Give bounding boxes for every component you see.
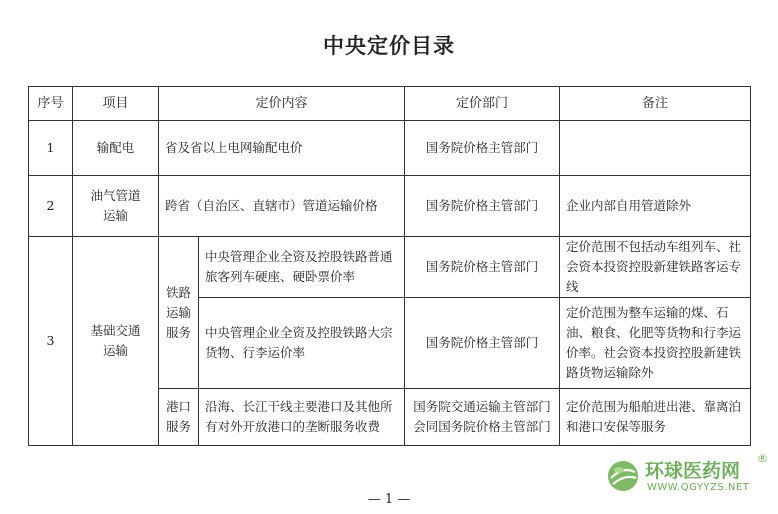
row-remarks [560, 121, 751, 176]
row-seq: 2 [29, 176, 73, 237]
header-remarks: 备注 [560, 87, 751, 121]
watermark-url: WWW.QGYYZS.NET [647, 482, 750, 493]
watermark [605, 452, 773, 500]
table-row [29, 237, 751, 298]
row-content: 跨省（自治区、直辖市）管道运输价格 [159, 176, 405, 237]
page-number: — 1 — [367, 492, 411, 507]
table-header-row [29, 87, 751, 121]
sub-category: 铁路运输服务 [159, 237, 199, 389]
row-item: 油气管道运输 [73, 176, 159, 237]
table-row [29, 176, 751, 237]
row-content: 中央管理企业全资及控股铁路普通旅客列车硬座、硬卧票价率 [199, 237, 405, 298]
row-department: 国务院价格主管部门 [405, 176, 560, 237]
globe-leaf-logo-icon [605, 458, 641, 494]
row-remarks: 定价范围为整车运输的煤、石油、粮食、化肥等货物和行李运价率。社会资本投资控股新建铁路货物运输除外 [560, 298, 751, 389]
row-seq: 1 [29, 121, 73, 176]
watermark-name: 环球医药网 [645, 460, 741, 482]
row-remarks: 定价范围不包括动车组列车、社会资本投资控股新建铁路客运专线 [560, 237, 751, 298]
document-title: 中央定价目录 [323, 34, 455, 58]
registered-mark: ® [757, 452, 768, 465]
row-department: 国务院价格主管部门 [405, 237, 560, 298]
row-item: 输配电 [73, 121, 159, 176]
sub-category: 港口服务 [159, 389, 199, 446]
header-item: 项目 [73, 87, 159, 121]
row-department: 国务院交通运输主管部门会同国务院价格主管部门 [405, 389, 560, 446]
row-remarks: 企业内部自用管道除外 [560, 176, 751, 237]
row-department: 国务院价格主管部门 [405, 121, 560, 176]
row-content: 中央管理企业全资及控股铁路大宗货物、行李运价率 [199, 298, 405, 389]
header-seq: 序号 [29, 87, 73, 121]
row-department: 国务院价格主管部门 [405, 298, 560, 389]
row-content: 省及省以上电网输配电价 [159, 121, 405, 176]
table-row [29, 121, 751, 176]
header-content: 定价内容 [159, 87, 405, 121]
header-department: 定价部门 [405, 87, 560, 121]
row-seq: 3 [29, 237, 73, 446]
row-remarks: 定价范围为船舶进出港、靠离泊和港口安保等服务 [560, 389, 751, 446]
row-content: 沿海、长江干线主要港口及其他所有对外开放港口的垄断服务收费 [199, 389, 405, 446]
pricing-catalog-table [28, 86, 751, 446]
row-item: 基础交通运输 [73, 237, 159, 446]
